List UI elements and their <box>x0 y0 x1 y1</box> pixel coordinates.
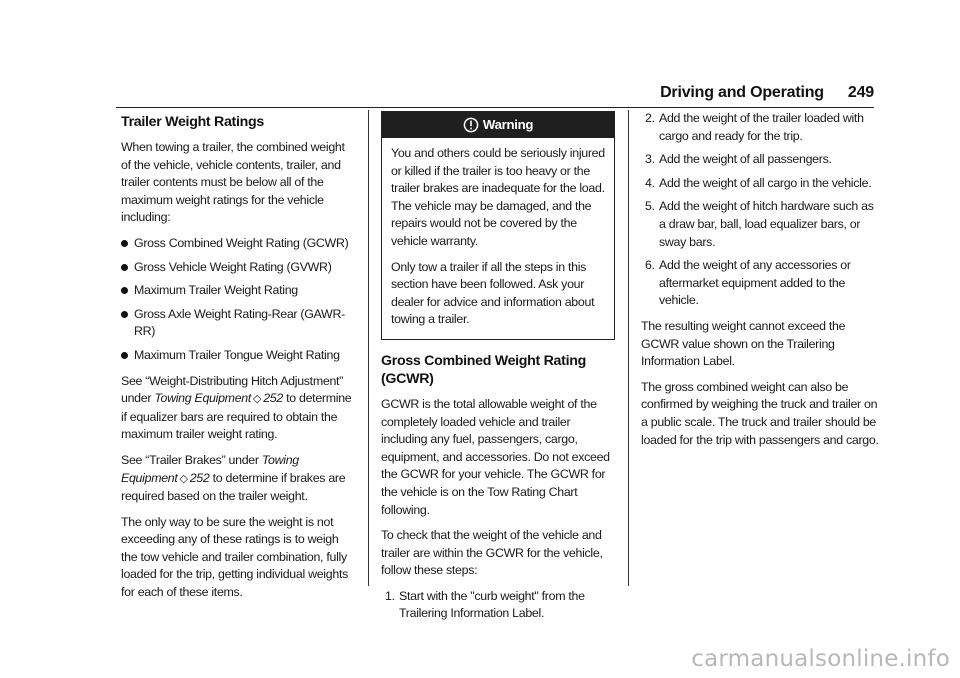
list-item: Maximum Trailer Weight Rating <box>121 282 353 300</box>
towing-equipment-link[interactable]: Towing Equipment <box>121 452 299 485</box>
weigh-paragraph: The only way to be sure the weight is not exceeding any of these ratings is to weigh the tow vehicle and trailer combination, fully loaded for the trip, getting individual weights for each of these items. <box>121 514 348 600</box>
page-header <box>660 84 874 106</box>
list-item: 3. Add the weight of all passengers. <box>645 152 832 167</box>
steps-intro: To check that the weight of the vehicle and trailer are within the GCWR for the vehicle, follow these steps: <box>381 528 603 578</box>
ratings-list <box>121 235 353 365</box>
gcwr-paragraph: GCWR is the total allowable weight of the completely loaded vehicle and trailer including any fuel, passengers, cargo, equipment, and accessories. Do not exceed the GCWR for your vehicle. The GCWR for the vehicle is on the Tow Rating Chart following. <box>381 396 610 517</box>
bullet-icon <box>121 311 128 318</box>
scale-paragraph: The gross combined weight can also be confirmed by weighing the truck and trailer on a public scale. The truck and trailer should be loaded for the trip with passengers and cargo. <box>641 379 879 447</box>
column-2 <box>381 110 615 631</box>
steps-list <box>381 588 615 623</box>
list-item: 5. Add the weight of hitch hardware such as a draw bar, ball, load equalizer bars, or sway bars. <box>645 199 874 249</box>
list-item: 1. Start with the "curb weight" from the Trailering Information Label. <box>385 588 585 621</box>
warning-paragraph: You and others could be seriously injured or killed if the trailer is too heavy or the trailer brakes are inadequate for the load. The vehicle may be damaged, and the repairs would not be covered by the vehicle warranty. <box>391 146 605 248</box>
list-item: Gross Combined Weight Rating (GCWR) <box>121 235 353 253</box>
header-rule <box>116 107 874 108</box>
heading-trailer-weight-ratings: Trailer Weight Ratings <box>121 114 264 130</box>
bullet-icon <box>121 264 128 271</box>
page-number: 249 <box>847 84 874 101</box>
column-1 <box>121 110 353 610</box>
list-item: 2. Add the weight of the trailer loaded with cargo and ready for the trip. <box>645 111 864 143</box>
bullet-icon <box>121 352 128 359</box>
list-item: Gross Axle Weight Rating-Rear (GAWR-RR) <box>121 306 353 341</box>
brakes-paragraph: See “Trailer Brakes” under Towing Equipment ◇ 252 to determine if brakes are required based on the trailer weight. <box>121 452 346 504</box>
column-3 <box>641 110 879 457</box>
towing-equipment-link[interactable]: Towing Equipment <box>154 391 252 406</box>
intro-paragraph: When towing a trailer, the combined weight of the vehicle, vehicle contents, trailer, and trailer contents must be below all of the maximum weight ratings for the vehicle including: <box>121 140 345 225</box>
bullet-icon <box>121 287 128 294</box>
warning-box <box>381 111 615 340</box>
watermark: carmanualsonline.info <box>691 646 950 672</box>
list-item: Gross Vehicle Weight Rating (GVWR) <box>121 259 353 277</box>
page-ref-252[interactable]: 252 <box>263 391 283 406</box>
page-ref-252[interactable]: 252 <box>189 470 210 485</box>
list-item: Maximum Trailer Tongue Weight Rating <box>121 347 353 365</box>
page-reference-icon: ◇ <box>253 393 262 406</box>
list-item: 4. Add the weight of all cargo in the vehicle. <box>645 175 872 190</box>
section-title: Driving and Operating <box>660 84 824 101</box>
column-divider-2 <box>628 110 629 586</box>
warning-title-bar <box>382 112 614 138</box>
warning-title: Warning <box>482 117 534 132</box>
warning-body <box>382 138 614 339</box>
list-item: 6. Add the weight of any accessories or aftermarket equipment added to the vehicle. <box>645 258 851 308</box>
heading-gcwr: Gross Combined Weight Rating (GCWR) <box>381 352 586 387</box>
column-divider-1 <box>368 110 369 586</box>
hitch-paragraph: See “Weight-Distributing Hitch Adjustment” under Towing Equipment ◇ 252 to determine if equalizer bars are required to obtain the maximum trailer weight rating. <box>121 373 352 442</box>
page-reference-icon: ◇ <box>179 472 188 485</box>
steps-list-continued <box>641 110 879 310</box>
warning-icon <box>463 117 479 133</box>
warning-paragraph: Only tow a trailer if all the steps in this section have been followed. Ask your dealer for advice and information about towing a trailer. <box>391 259 595 327</box>
bullet-icon <box>121 240 128 247</box>
result-paragraph: The resulting weight cannot exceed the GCWR value shown on the Trailering Information Label. <box>641 318 846 369</box>
